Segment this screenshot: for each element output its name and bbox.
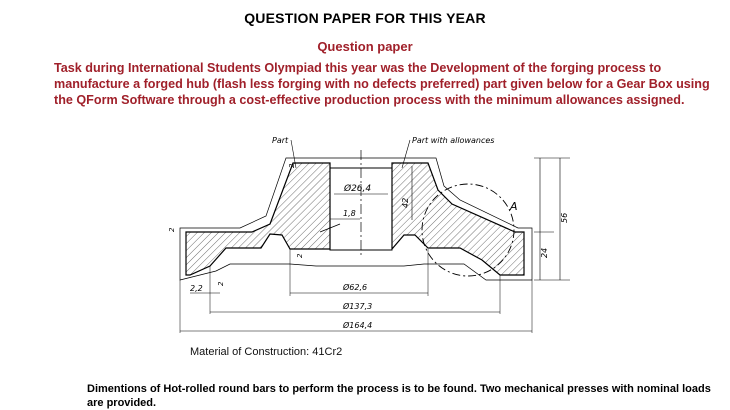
page-subtitle: Question paper (317, 39, 413, 54)
dim-flange-height: 24 (540, 247, 549, 258)
dim-bore-diameter: Ø26,4 (344, 184, 372, 194)
dim-flange-outer: Ø164,4 (343, 321, 373, 330)
left-section-outline (186, 163, 330, 275)
dim-small-bottom: 2 (217, 281, 225, 286)
dim-step: 2,2 (190, 284, 203, 293)
callout-part-with-allowances: Part with allowances (412, 136, 495, 145)
dim-total-height: 56 (560, 212, 569, 223)
dim-chamfer: 1,8 (343, 209, 356, 218)
footer-note: Dimentions of Hot-rolled round bars to perform the process is to be found. Two mechanical presses with nominal loads are provided. (87, 383, 711, 409)
detail-label: A (510, 200, 518, 213)
material-label: Material of Construction: 41Cr2 (190, 346, 343, 358)
page-title: QUESTION PAPER FOR THIS YEAR (244, 10, 486, 26)
dim-small-top: 2 (288, 163, 296, 168)
dim-flange-inner: Ø137,3 (343, 302, 373, 311)
callout-part: Part (272, 136, 289, 145)
dim-hub-diameter: Ø62,6 (343, 283, 368, 292)
dim-small-left: 2 (168, 227, 176, 232)
dim-small-mid: 2 (296, 253, 304, 258)
dim-hub-height: 42 (401, 197, 410, 208)
task-description: Task during International Students Olympiad this year was the Development of the forging process to manufacture a forged hub (flash less forging with no defects preferred) part given below for a Gear Box using the QForm Software through a cost-effective production process with the minimum allowances assigned. (54, 61, 710, 107)
hub-technical-drawing (160, 128, 580, 343)
